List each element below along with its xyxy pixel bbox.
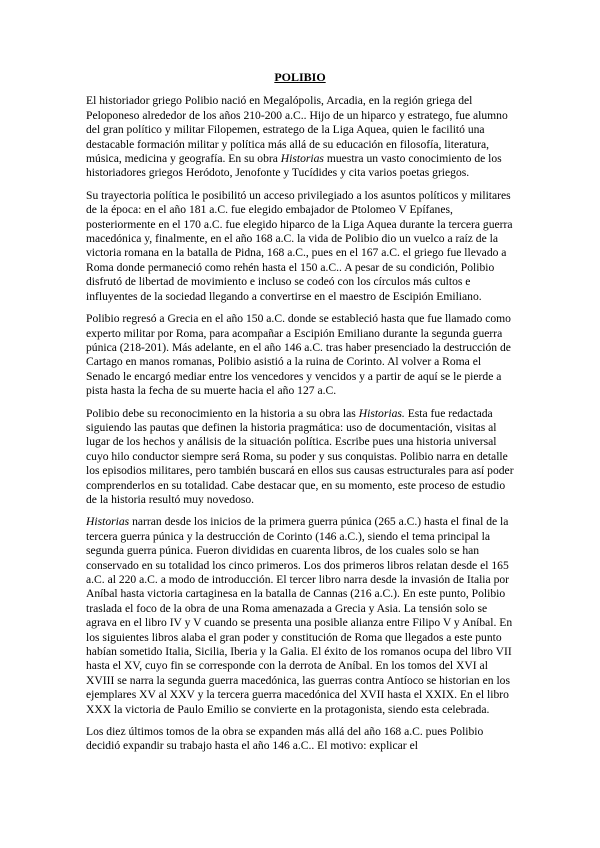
paragraph-origins-text-a: El historiador griego Polibio nació en Megalópolis, Arcadia, en la región griega del Peloponeso alrededor de los años 210-200 a.C.. Hijo de un hiparco y estratego, fue alumno del gran político y militar Filopemen, estratego de la Liga Aquea, quien le facilitó una destacable formación militar y política más allá de su educación en filosofía, literatura, música, medicina y geografía. En su obra [86, 94, 508, 166]
paragraph-recognition [86, 407, 514, 508]
work-title-historias: Historias [86, 515, 130, 529]
paragraph-political-career: Su trayectoria política le posibilitó un acceso privilegiado a los asuntos políticos y militares de la época: en el año 181 a.C. fue elegido embajador de Ptolomeo V Epífanes, posteriormente en el 170 a.C. fue elegido hiparco de la Liga Aquea durante la tercera guerra macedónica y, finalmente, en el año 168 a.C. la vida de Polibio dio un vuelco a raíz de la victoria romana en la batalla de Pidna, 168 a.C., pues en el 167 a.C. el griego fue llevado a Roma donde permaneció como rehén hasta el 150 a.C.. A pesar de su condición, Polibio disfrutó de libertad de movimiento e incluso se codeó con los círculos más cultos e influyentes de la sociedad llegando a convertirse en el maestro de Escipión Emiliano. [86, 188, 513, 303]
paragraph-recognition-text-b: Esta fue redactada siguiendo las pautas que definen la historia pragmática: uso de documentación, visitas al lugar de los hechos y análisis de la situación política. Escribe pues una historia universal cuyo hilo conductor siempre será Roma, su poder y sus conquistas. Polibio narra en detalle los episodios militares, pero también buscará en ellos sus causas estructurales para así poder comprenderlos en su totalidad. Cabe destacar que, en su momento, este proceso de estudio de la historia resultó muy novedoso. [86, 406, 514, 506]
paragraph-return-to-greece: Polibio regresó a Grecia en el año 150 a.C. donde se estableció hasta que fue llamado como experto militar por Roma, para acompañar a Escipión Emiliano durante la segunda guerra púnica (218-201). Más adelante, en el año 146 a.C. tras haber presenciado la destrucción de Cartago en manos romanas, Polibio asistió a la ruina de Corinto. Al volver a Roma el Senado le encargó mediar entre los vencedores y vencidos y a partir de aquí se le pierde a pista hasta la fecha de su muerte hacia el año 127 a.C. [86, 312, 511, 398]
document-page [86, 64, 514, 762]
work-title-historias: Historias. [358, 406, 405, 420]
paragraph-last-volumes: Los diez últimos tomos de la obra se expanden más allá del año 168 a.C. pues Polibio decidió expandir su trabajo hasta el año 146 a.C.. El motivo: explicar el [86, 725, 484, 753]
paragraph-origins [86, 94, 514, 180]
work-title-historias: Historias [280, 152, 324, 166]
paragraph-recognition-text-a: Polibio debe su reconocimiento en la historia a su obra las [86, 406, 359, 420]
paragraph-origins-text-b: muestra un vasto conocimiento de los historiadores griegos Heródoto, Jenofonte y Tucídides y cita varios poetas griegos. [86, 152, 502, 180]
paragraph-historias-content-text: narran desde los inicios de la primera guerra púnica (265 a.C.) hasta el final de la tercera guerra púnica y la destrucción de Corinto (146 a.C.), siendo el tema principal la segunda guerra púnica. Fueron divididas en cuarenta libros, de los cuales solo se han conservado en su totalidad los cinco primeros. Los dos primeros libros relatan desde el 165 a.C. al 220 a.C. a modo de introducción. El tercer libro narra desde la invasión de Italia por Aníbal hasta victoria cartaginesa en la batalla de Cannas (216 a.C.). En este punto, Polibio traslada el foco de la obra de una Roma amenazada a Grecia y Asia. La tensión solo se agrava en el libro IV y V cuando se presenta una posible alianza entre Filipo V y Aníbal. En los siguientes libros alaba el gran poder y constitución de Roma que llegados a este punto habían sometido Italia, Sicilia, Iberia y la Galia. El éxito de los romanos ocupa del libro VII hasta el XV, cuyo fin se corresponde con la derrota de Aníbal. En los tomos del XVI al XVIII se narra la segunda guerra macedónica, las guerras contra Antíoco se historian en los ejemplares XV al XXV y la tercera guerra macedónica del XVII hasta el XXIX. En el libro XXX la victoria de Paulo Emilio se convierte en la protagonista, siendo esta celebrada. [86, 515, 513, 716]
document-title: POLIBIO [274, 70, 326, 84]
paragraph-historias-content [86, 515, 514, 717]
